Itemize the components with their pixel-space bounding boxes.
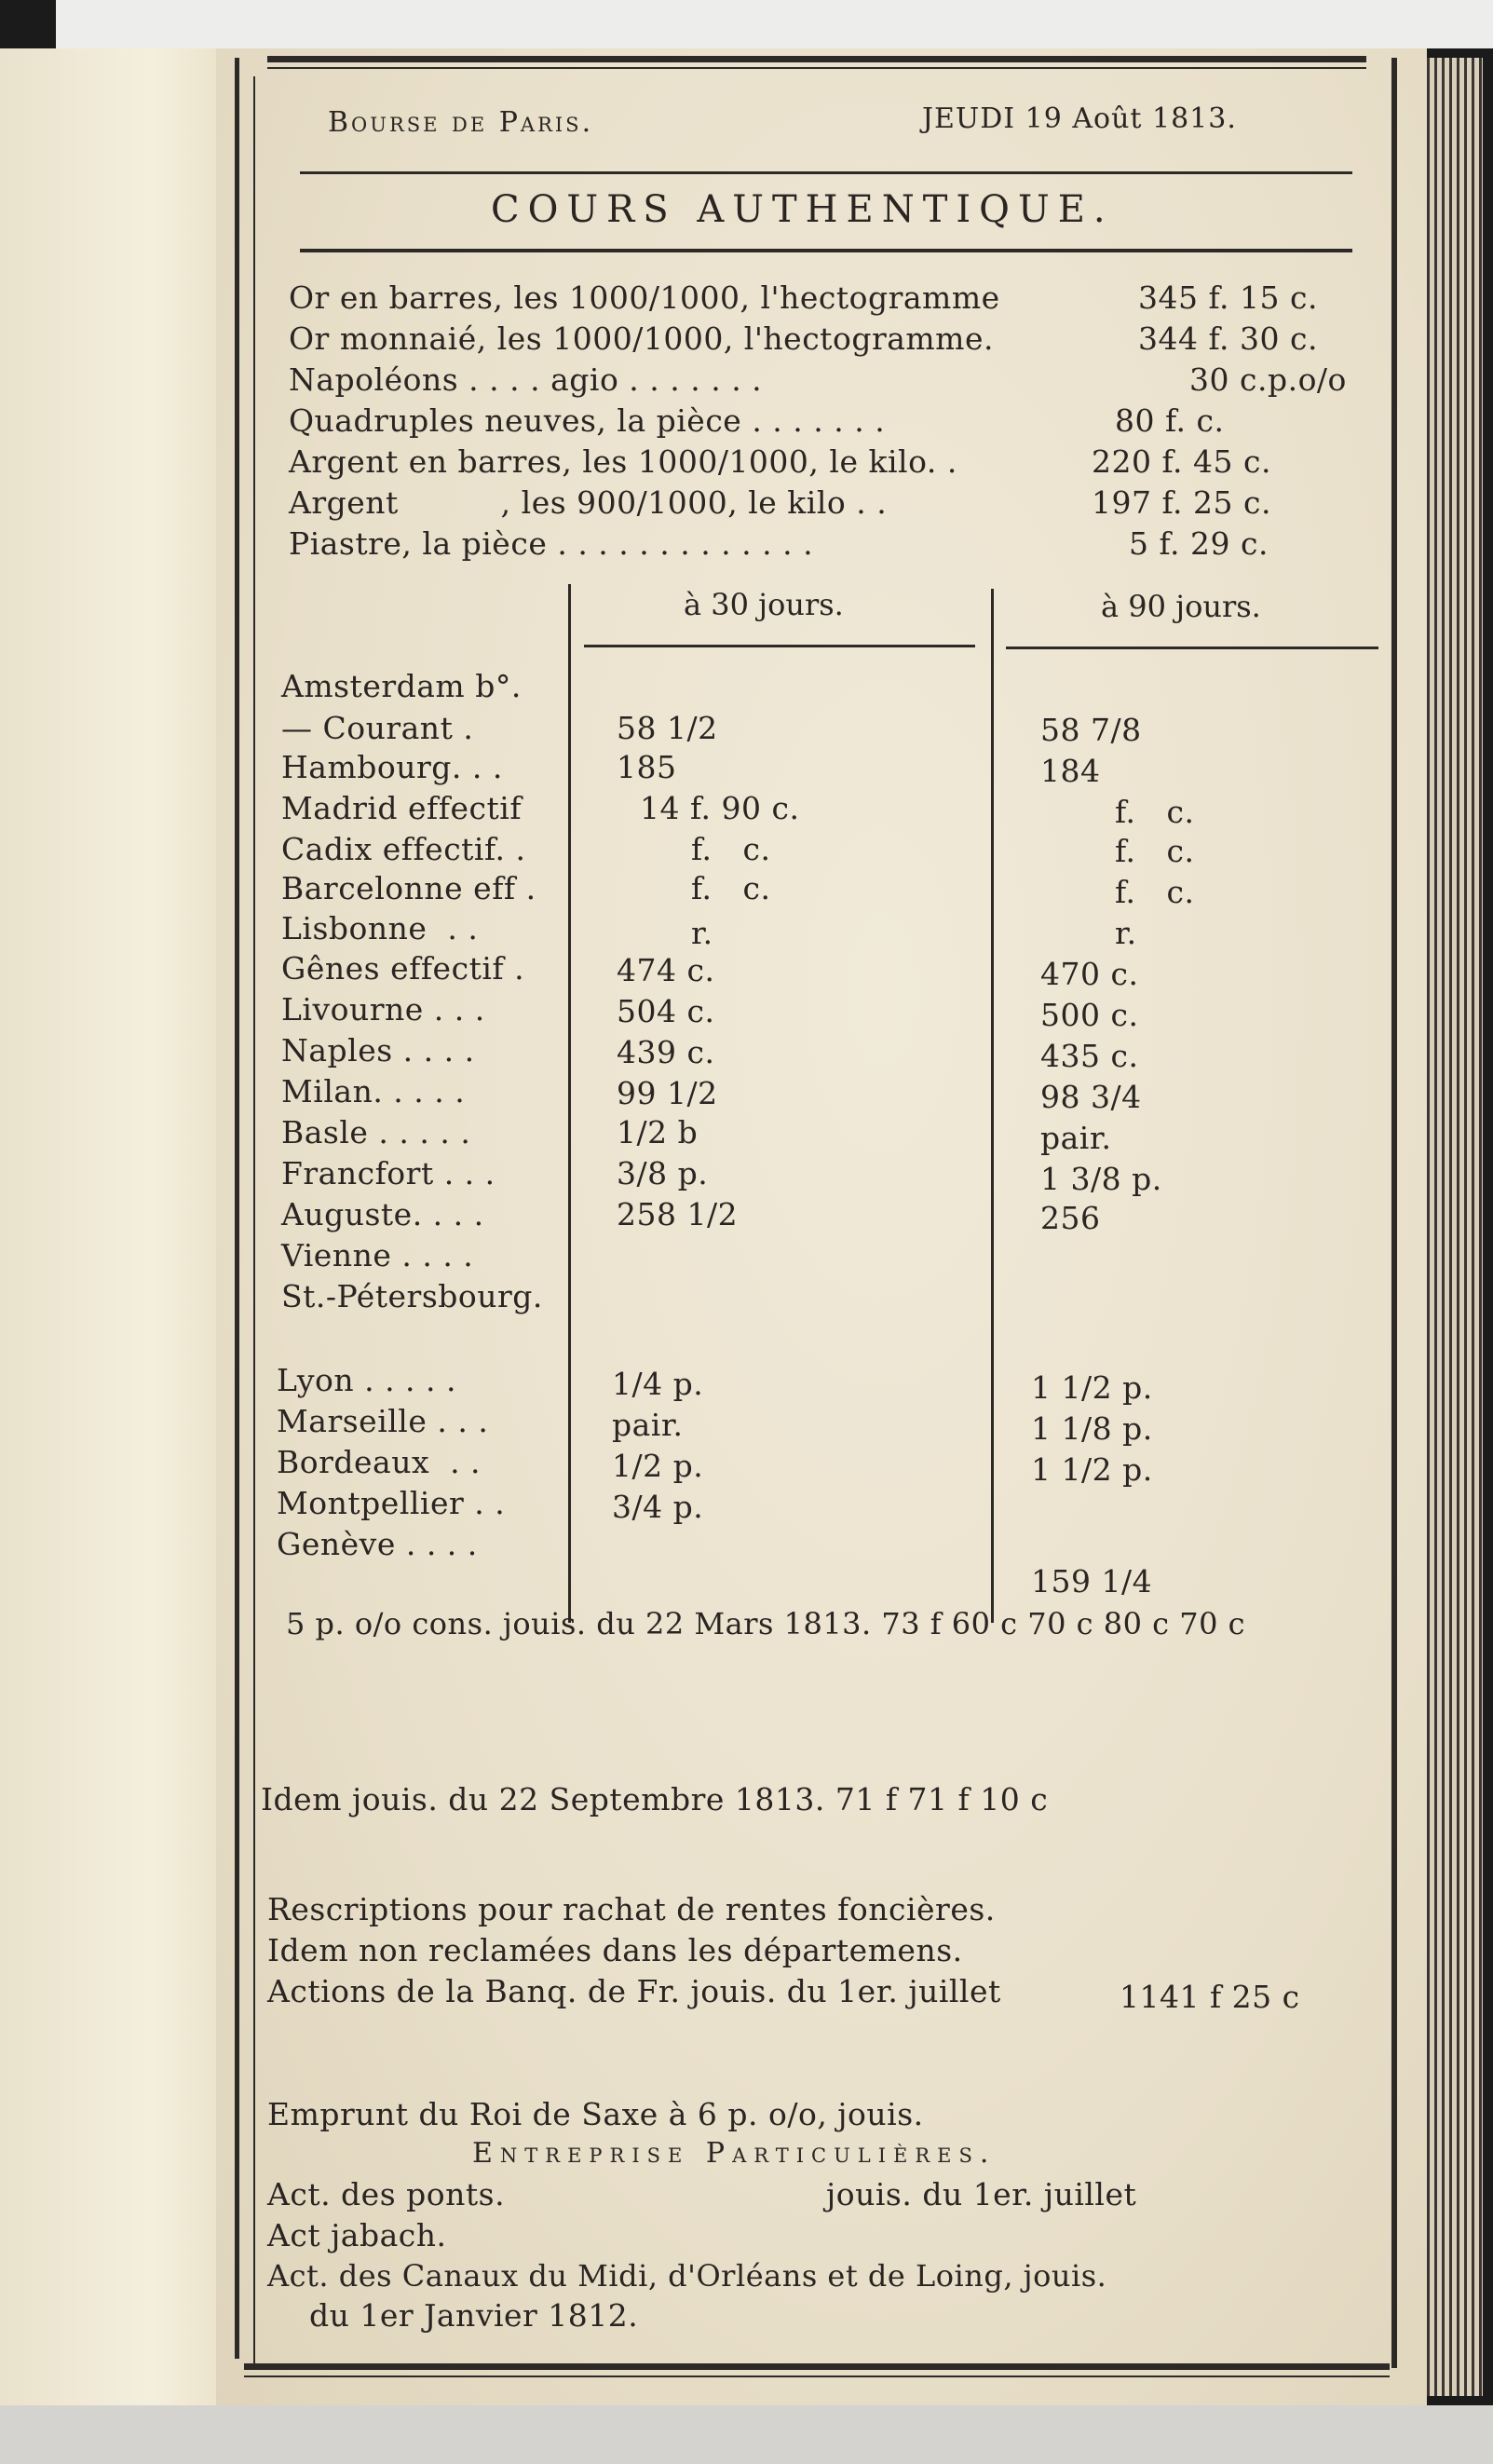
rate-90: f. c. — [1115, 794, 1195, 830]
place-label: St.-Pétersbourg. — [281, 1278, 543, 1314]
rate-90: r. — [1115, 915, 1137, 951]
bottom-border — [244, 2363, 1390, 2370]
place-label: Amsterdam b°. — [281, 668, 522, 704]
top-margin — [56, 0, 1493, 48]
rate-30: 258 1/2 — [617, 1196, 739, 1232]
bottom-border-thin — [244, 2376, 1390, 2377]
rate-30: 1/4 p. — [612, 1366, 704, 1402]
place-label: Basle . . . . . — [281, 1114, 471, 1150]
act-canaux-date: du 1er Janvier 1812. — [309, 2297, 639, 2334]
place-label: Livourne . . . — [281, 991, 485, 1028]
place-label: Naples . . . . — [281, 1032, 475, 1069]
idem-non-reclamees: Idem non reclamées dans les départemens. — [267, 1932, 963, 1968]
metal-label: Napoléons . . . . agio . . . . . . . — [289, 361, 763, 398]
metal-label: Or en barres, les 1000/1000, l'hectogramme — [289, 279, 1000, 316]
actions-banque-value: 1141 f 25 c — [1120, 1979, 1300, 2015]
metal-value: 220 f. 45 c. — [1092, 443, 1271, 480]
emprunt-saxe: Emprunt du Roi de Saxe à 6 p. o/o, jouis. — [267, 2096, 924, 2132]
act-ponts-value: jouis. du 1er. juillet — [826, 2176, 1137, 2212]
rate-90: f. c. — [1115, 833, 1195, 869]
place-label: Vienne . . . . — [281, 1237, 474, 1273]
rate-30: f. c. — [691, 831, 771, 867]
rate-90: 435 c. — [1040, 1038, 1139, 1074]
place-label: Cadix effectif. . — [281, 831, 526, 867]
act-jabach: Act jabach. — [267, 2217, 447, 2253]
metal-value: 5 f. 29 c. — [1129, 525, 1269, 562]
rate-90: f. c. — [1115, 874, 1195, 910]
rate-30: 474 c. — [617, 952, 715, 988]
rate-90: 1 1/8 p. — [1031, 1410, 1153, 1447]
place-label: Genève . . . . — [277, 1526, 478, 1562]
column-rule-90 — [1006, 647, 1378, 649]
place-label: Montpellier . . — [277, 1485, 506, 1521]
column-header-90: à 90 jours. — [1101, 589, 1261, 624]
actions-banque: Actions de la Banq. de Fr. jouis. du 1er. juillet — [267, 1973, 1001, 2009]
place-label: Bordeaux . . — [277, 1444, 482, 1480]
rate-90: 256 — [1040, 1200, 1101, 1236]
rate-90: 1 1/2 p. — [1031, 1369, 1153, 1406]
column-header-30: à 30 jours. — [684, 587, 844, 622]
metal-value: 30 c.p.o/o — [1189, 361, 1347, 398]
rate-30: 99 1/2 — [617, 1075, 718, 1111]
header-rule-1 — [300, 171, 1352, 174]
rate-30: 3/4 p. — [612, 1489, 704, 1525]
table-divider-2 — [991, 589, 994, 1623]
metal-label: Argent en barres, les 1000/1000, le kilo. . — [289, 443, 957, 480]
metal-value: 197 f. 25 c. — [1092, 484, 1271, 521]
rate-90: 184 — [1040, 753, 1101, 789]
rate-30: 1/2 p. — [612, 1448, 704, 1484]
place-label: Francfort . . . — [281, 1155, 495, 1191]
title: COURS AUTHENTIQUE. — [491, 188, 1114, 231]
metal-label: Or monnaié, les 1000/1000, l'hectogramme. — [289, 320, 994, 357]
rate-90: 159 1/4 — [1031, 1563, 1153, 1600]
rate-90: 1 3/8 p. — [1040, 1161, 1162, 1197]
rate-90: 1 1/2 p. — [1031, 1451, 1153, 1488]
act-canaux: Act. des Canaux du Midi, d'Orléans et de Loing, jouis. — [267, 2258, 1107, 2294]
bourse-heading: Bourse de Paris. — [328, 106, 594, 139]
metal-label: Argent , les 900/1000, le kilo . . — [289, 484, 888, 521]
right-border — [1391, 58, 1397, 2368]
metal-label: Quadruples neuves, la pièce . . . . . . . — [289, 402, 886, 439]
date-heading: JEUDI 19 Août 1813. — [922, 102, 1237, 135]
place-label: Hambourg. . . — [281, 749, 503, 785]
rate-30: 3/8 p. — [617, 1155, 709, 1191]
rate-30: r. — [691, 915, 713, 951]
rate-30: 185 — [617, 749, 677, 785]
rate-30: 58 1/2 — [617, 710, 718, 746]
top-border-thin — [267, 67, 1366, 69]
rate-90: pair. — [1040, 1120, 1112, 1156]
page-edges — [1427, 58, 1483, 2396]
rate-90: 98 3/4 — [1040, 1079, 1142, 1115]
table-divider-1 — [568, 584, 571, 1623]
rate-30: 504 c. — [617, 993, 715, 1029]
place-label: Auguste. . . . — [281, 1196, 484, 1232]
rate-90: 500 c. — [1040, 997, 1139, 1033]
place-label: Marseille . . . — [277, 1403, 489, 1439]
top-border — [267, 56, 1366, 62]
left-border — [235, 58, 239, 2359]
metal-value: 344 f. 30 c. — [1138, 320, 1318, 357]
rate-30: 1/2 b — [617, 1114, 699, 1150]
rate-90: 470 c. — [1040, 956, 1139, 992]
rate-30: f. c. — [691, 870, 771, 906]
rate-30: pair. — [612, 1407, 684, 1443]
rate-30: 14 f. 90 c. — [640, 790, 800, 826]
place-label: Gênes effectif . — [281, 950, 525, 987]
column-rule-30 — [584, 645, 975, 647]
place-label: Madrid effectif — [281, 790, 523, 826]
rescriptions: Rescriptions pour rachat de rentes foncières. — [267, 1891, 996, 1927]
bottom-margin — [0, 2405, 1493, 2464]
entreprise-particulieres: Entreprise Particulières. — [472, 2137, 997, 2170]
rentes-cons: 5 p. o/o cons. jouis. du 22 Mars 1813. 73 f 60 c 70 c 80 c 70 c — [286, 1606, 1246, 1641]
left-border-inner — [253, 76, 255, 2368]
header-rule-2 — [300, 249, 1352, 252]
place-label: Lisbonne . . — [281, 910, 479, 946]
act-ponts: Act. des ponts. — [267, 2176, 506, 2212]
rentes-idem: Idem jouis. du 22 Septembre 1813. 71 f 71 f 10 c — [261, 1781, 1049, 1817]
place-label: — Courant . — [281, 710, 474, 746]
place-label: Barcelonne eff . — [281, 870, 536, 906]
place-label: Milan. . . . . — [281, 1073, 466, 1109]
rate-30: 439 c. — [617, 1034, 715, 1070]
left-blank-page — [0, 48, 219, 2405]
metal-value: 345 f. 15 c. — [1138, 279, 1318, 316]
rate-90: 58 7/8 — [1040, 712, 1142, 748]
metal-value: 80 f. c. — [1115, 402, 1225, 439]
place-label: Lyon . . . . . — [277, 1362, 456, 1398]
metal-label: Piastre, la pièce . . . . . . . . . . . . . — [289, 525, 814, 562]
bourse-sheet — [216, 48, 1427, 2405]
